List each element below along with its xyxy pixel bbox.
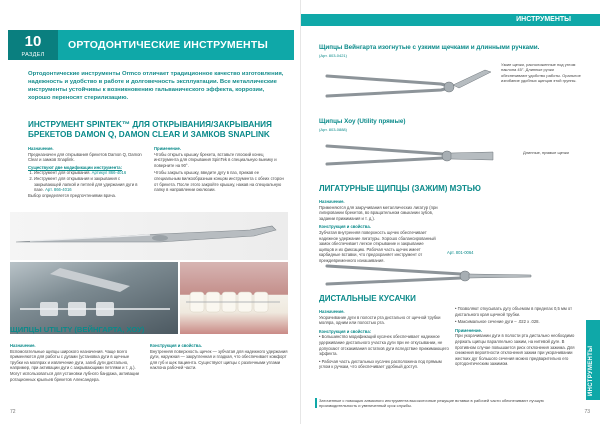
spintek-usage-label: Применение.: [154, 146, 182, 151]
distal-left-column: [319, 306, 449, 372]
ligature-heading: ЛИГАТУРНЫЕ ЩИПЦЫ (ЗАЖИМ) МЭТЬЮ: [319, 184, 481, 193]
weingart-art: (Арт. 803-0421): [319, 53, 347, 58]
clinical-photo-brackets: [10, 262, 178, 334]
teeth-drawing: [180, 262, 288, 334]
distal-right-column: [455, 306, 581, 369]
ligature-purpose-text: Применяются для закручивания металлических лигатур (при лигировании брекетов, во вращательном смыкании зубов, задании прижимания и т. д.).: [319, 204, 438, 221]
utility-purpose-label: Назначение.: [10, 343, 36, 348]
ligature-left-column: [319, 196, 439, 266]
side-tab-label: ИНСТРУМЕНТЫ: [588, 345, 594, 396]
spintek-instrument-photo: [10, 212, 288, 260]
spintek-heading: ИНСТРУМЕНТ SPINTEK™ ДЛЯ ОТКРЫВАНИЯ/ЗАКРЫВАНИЯ БРЕКЕТОВ DAMON Q, DAMON CLEAR И ЗАМКОВ SNAPLINK: [28, 120, 272, 139]
chapter-band-label: ИНСТРУМЕНТЫ: [516, 16, 571, 23]
distal-purpose-text: Укорачивание дуги в полости рта дистально от щечной трубки моляра, одним или полостью рта.: [319, 314, 441, 326]
ligature-right-column: [447, 250, 567, 256]
howe-note: Длинные, прямые щечки: [523, 150, 569, 155]
weingart-note: Узкие щечки, расположенные под углом наклона 45°. Длинные ручки обеспечивают удобство работы. Оральное изгибание удобных щипцов этой группы.: [501, 62, 581, 84]
ligature-pliers-drawing: [321, 258, 541, 292]
spintek-right-column: [154, 143, 284, 195]
weingart-pliers-drawing: [323, 62, 503, 112]
utility-design-label: Конструкция и свойства.: [150, 343, 202, 348]
howe-art: (Арт. 803-0888): [319, 127, 347, 132]
chapter-band: [301, 14, 600, 26]
howe-pliers-drawing: [323, 136, 503, 176]
section-header: [8, 30, 294, 60]
distal-heading: ДИСТАЛЬНЫЕ КУСАЧКИ: [319, 294, 416, 303]
utility-purpose-text: Вспомогательные щипцы широкого назначения. Чаще всего применяются для работы с дугами (установка дуги в щечные трубки на молярах и извлечение дуги, загиб дуги дистально, например, при активации дуги с закрывающими петлями и т. д.). Могут использоваться для установки лубного бандажа, активации ротационных крыльев брекетов Александера.: [10, 348, 140, 382]
spintek-purpose-label: Назначение.: [28, 146, 54, 151]
distal-bullet-3: • Позволяют откусывать дугу объемом в пределах 0,5 мм от дистального края щечной трубки.: [455, 306, 573, 317]
distal-design-label: Конструкция и свойства:: [319, 328, 372, 334]
spintek-mod-2-art: Арт. 866-4016: [45, 187, 72, 193]
ligature-design-text: Зубчатая внутренняя поверхность щечек обеспечивает надежное удержание лигатуры. Хорошо сбалансированный замок обеспечивает легкое открывание и закрывание щипцов и их фиксацию. Рабочая часть щечек имеет карбидные вставки, что предохраняет инструмент от преждевременного изнашивания.: [319, 229, 436, 263]
spintek-mods-label: Существуют две модификации инструмента:: [28, 164, 123, 170]
side-tab: [586, 320, 600, 400]
distal-bullet-1: • Большинство модификаций кусачек обеспечивает надежное удерживание дистального участка дуги при ее откусывании, не допускают отскакивания остатков дуги вследствие прижимающего эффекта.: [319, 334, 449, 357]
distal-usage-label: Применение.: [455, 327, 483, 333]
intro-paragraph: Ортодонтические инструменты Ormco отличает традиционное качество изготовления, надежность и удобство в работе и долговечность эксплуатации. Все металлические инструменты устойчивы к возникновению гальванического эффекта, коррозии, хорошо переносят стерилизацию.: [28, 71, 284, 101]
spintek-mod-1: 1. Инструмент для открывания. Артикул 866-4016: [34, 170, 146, 176]
section-label: РАЗДЕЛ: [21, 52, 45, 58]
utility-left-column: [10, 340, 142, 384]
howe-title: Щипцы Хоу (Utility прямые): [319, 118, 406, 125]
spintek-mod-1-art: Артикул 866-4016: [91, 170, 127, 176]
utility-design-text: Внутренняя поверхность щечек — зубчатая для надежного удержания дуги, наружная — закругленная и гладкая, что обеспечивает комфорт для губ и щек пациента. Существуют щипцы с различными углами наклона рабочей части.: [150, 348, 288, 371]
ligature-purpose-label: Назначение.: [319, 199, 345, 204]
distal-bullet-2: • Рабочая часть дистальных кусачек расположена под прямым углом к ручкам, что обеспечивает удобный доступ.: [319, 358, 442, 370]
section-title: ОРТОДОНТИЧЕСКИЕ ИНСТРУМЕНТЫ: [68, 39, 268, 51]
ligature-art: Арт. 801-0064: [447, 250, 474, 255]
footnote: Заточенные с помощью алмазного инструмента высокоточные режущие вставки в рабочей части обеспечивают лучшую производительность и увеличенный срок службы.: [319, 398, 569, 408]
ligature-design-label: Конструкция и свойства.: [319, 224, 371, 230]
utility-heading: ЩИПЦЫ UTILITY (ВЕЙНГАРТА, ХОУ): [10, 325, 145, 334]
section-number: 10: [24, 33, 42, 50]
distal-usage-text: При укорачивании дуги в полости рта дистально необходимо держать щипцы параллельно зажим, на нитевой дуге. В противном случае повышается риск отклонения зажима. Для снижения вероятности отклонения зажим при укорачивании жестких дуг большого сечения можно предварительно его ортодонтическим зажимом.: [455, 333, 575, 367]
utility-right-column: [150, 340, 288, 373]
spintek-purpose-text: Предназначен для открывания брекетов Damon Q, Damon Clear и замков Snaplink.: [28, 151, 142, 163]
distal-bullet-4: • Максимальное сечение дуги – .022 x .028.: [455, 319, 540, 325]
spintek-instrument-drawing: [10, 212, 288, 260]
spintek-usage-text-2: Чтобы закрыть крышку, введите дугу в паз, прижав ее специальным вилкообразным концом инструмента с обеих сторон от брекета. После этого закройте крышку, нажав на специальную лапку в направлении окклюзии.: [154, 170, 284, 193]
distal-purpose-label: Назначение.: [319, 309, 345, 314]
spintek-left-column: [28, 143, 146, 200]
instrument-in-use-drawing: [10, 262, 178, 334]
page-number-left: 72: [10, 409, 16, 415]
right-page: [300, 0, 600, 424]
spintek-choice: Выбор определяется предпочтениями врача.: [28, 192, 117, 198]
clinical-photo-teeth: [180, 262, 288, 334]
spintek-usage-text-1: Чтобы открыть крышку брекета, вставьте плоский конец инструмента для открывания SpinTek в специальную выемку и поверните на 90°.: [154, 151, 277, 168]
section-number-badge: [8, 30, 58, 60]
spintek-mod-2: 2. Инструмент для открывания и закрывания с закрывающей лапкой и петлей для удержания дуги в пазе. Арт. 866-4016: [34, 176, 146, 193]
weingart-title: Щипцы Вейнгарта изогнутые с узкими щечками и длинными ручками.: [319, 44, 540, 51]
page-number-right: 73: [584, 409, 590, 415]
